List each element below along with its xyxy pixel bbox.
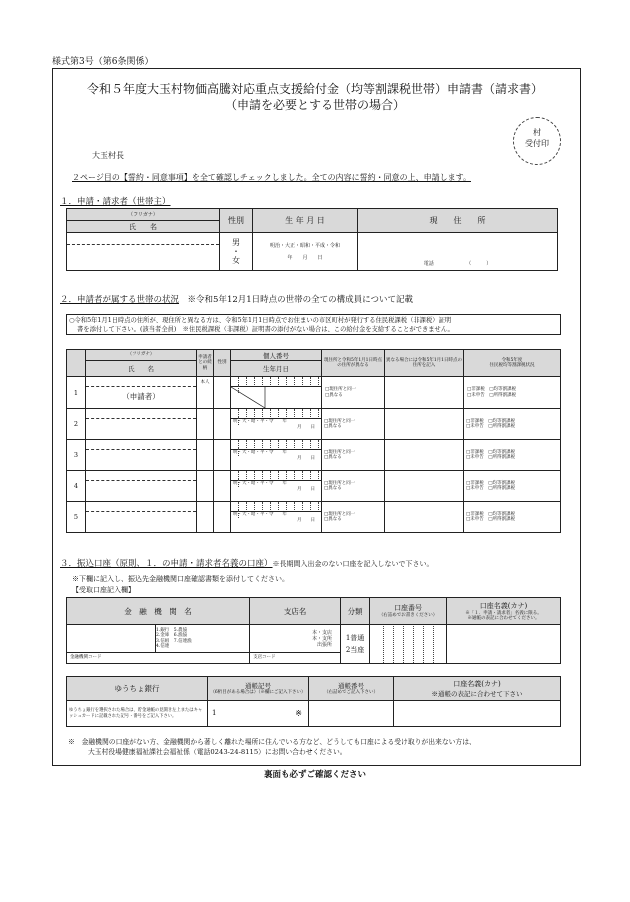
h-yucho-holder: 口座名義(カナ) ※通帳の表記に合わせて下さい: [394, 677, 561, 701]
old-address-field[interactable]: [385, 377, 464, 409]
section1-heading: １．申請・請求者（世帯主）: [60, 197, 171, 207]
dob-header: 生 年 月 日: [253, 209, 358, 233]
address-header: 現 住 所: [358, 209, 558, 233]
sex-field[interactable]: 男 ・ 女: [220, 233, 253, 271]
slash-mark: [231, 387, 321, 408]
member-mynumber-field[interactable]: 明・大・昭・平・令 年 月 日: [231, 471, 322, 502]
same-addr-options[interactable]: □現住所と同一 □異なる: [322, 440, 385, 471]
tax-options[interactable]: □非課税 □均等割課税 □未申告 □所得割課税: [464, 471, 561, 502]
tax-options[interactable]: □非課税 □均等割課税 □未申告 □所得割課税: [464, 440, 561, 471]
member-sex-field[interactable]: [214, 471, 231, 502]
h-name: 氏 名: [86, 361, 197, 377]
back-notice: 裏面も必ずご確認ください: [263, 770, 366, 780]
h-sex: 性別: [214, 350, 231, 377]
h-furigana: （フリガナ）: [86, 350, 197, 361]
h-kigou: 通帳記号 （6桁目がある場合は）（※欄にご記入下さい）: [208, 677, 309, 701]
yucho-note: ゆうちょ銀行を選択された場合は、貯金通帳の見開き左上またはキャッシュカードに記載された記号・番号をご記入下さい。: [67, 701, 208, 727]
h-holder: 口座名義(カナ) ※「１．申請・請求者」名義に限る。 ※通帳の表記に合わせてください。: [447, 598, 561, 625]
member-relation-field[interactable]: [197, 471, 214, 502]
section2-heading: ２．申請者が属する世帯の状況: [60, 295, 180, 305]
form-number: 様式第3号（第6条関係）: [52, 57, 154, 67]
agreement-text: ２ページ目の【誓約・同意事項】を全て確認しチェックしました。全ての内容に誓約・同意の上、申請します。: [72, 173, 471, 182]
h-bank: 金 融 機 関 名: [67, 598, 250, 625]
branch-code-field[interactable]: 支店コード: [250, 653, 341, 664]
h-diff-addr: 異なる場合には令和5年1月1日時点の住所を記入: [385, 350, 464, 377]
old-address-field[interactable]: [385, 471, 464, 502]
bank-name-field[interactable]: [67, 625, 156, 653]
member-name-field[interactable]: [86, 502, 197, 533]
old-address-field[interactable]: [385, 502, 464, 533]
account-entry-label: 【受取口座記入欄】: [72, 586, 135, 594]
same-addr-options[interactable]: □現住所と同一 □異なる: [322, 502, 385, 533]
address-field[interactable]: 電話 （ ）: [358, 233, 558, 271]
household-table: [66, 349, 561, 533]
member-sex-field[interactable]: [214, 409, 231, 440]
attach-note: ※下欄に記入し、振込先金融機関口座確認書類を添付してください。: [72, 575, 289, 583]
h-bangou: 通帳番号 （右詰めでご記入下さい）: [309, 677, 394, 701]
h-tax: 令和5年度 住民税均等割課税状況: [464, 350, 561, 377]
member-name-field[interactable]: [86, 409, 197, 440]
yucho-label: ゆうちょ銀行: [67, 677, 208, 701]
bank-table: [66, 597, 561, 664]
member-sex-field[interactable]: [214, 377, 231, 409]
member-sex-field[interactable]: [214, 440, 231, 471]
table-row: 1 （申請者） 本人 □現住所と同一 □異なる □非課税 □均等割課税 □未申告 □所得割課税: [67, 377, 561, 409]
applicant-name-field[interactable]: [67, 233, 220, 271]
member-mynumber-field[interactable]: 明・大・昭・平・令 年 月 日: [231, 440, 322, 471]
same-addr-options[interactable]: □現住所と同一 □異なる: [322, 377, 385, 409]
member-name-field[interactable]: [86, 440, 197, 471]
member-relation-field[interactable]: [197, 440, 214, 471]
member-relation-field[interactable]: [197, 409, 214, 440]
same-addr-options[interactable]: □現住所と同一 □異なる: [322, 471, 385, 502]
member-relation-field[interactable]: [197, 502, 214, 533]
h-dob: 生年月日: [231, 361, 322, 377]
section3-note: ※長期間入出金のない口座を記入しないで下さい。: [272, 560, 434, 568]
account-type-field[interactable]: 1普通 2当座: [341, 625, 370, 664]
table-row: 2 明・大・昭・平・令 年 月 日 □現住所と同一 □異なる □非課税 □均等割課税 □未申告 □所得割課税: [67, 409, 561, 440]
h-relation: 申請者との続柄: [197, 350, 214, 377]
sex-header: 性別: [220, 209, 253, 233]
footnote-line2: 大玉村役場健康福祉課社会福祉係（電話0243-24-8115）にお問い合わせください。: [88, 748, 347, 756]
bank-code-field[interactable]: 金融機関コード: [67, 653, 250, 664]
kigou-field[interactable]: 1 ※: [208, 701, 309, 727]
furigana-header: （フリガナ）: [67, 209, 220, 221]
h-account: 口座番号 （右詰めでお書きください）: [370, 598, 447, 625]
h-same-addr: 現住所と令和5年1月1日時点の住所が異なる: [322, 350, 385, 377]
same-addr-options[interactable]: □現住所と同一 □異なる: [322, 409, 385, 440]
table-row: 5 明・大・昭・平・令 年 月 日 □現住所と同一 □異なる □非課税 □均等割課税 □未申告 □所得割課税: [67, 502, 561, 533]
member-mynumber-field[interactable]: 明・大・昭・平・令 年 月 日: [231, 409, 322, 440]
h-branch: 支店名: [250, 598, 341, 625]
form-title: 令和５年度大玉村物価高騰対応重点支援給付金（均等割課税世帯）申請書（請求書）: [86, 82, 543, 96]
member-name-field[interactable]: （申請者）: [86, 377, 197, 409]
account-holder-field[interactable]: [447, 625, 561, 664]
old-address-field[interactable]: [385, 409, 464, 440]
table-row: 4 明・大・昭・平・令 年 月 日 □現住所と同一 □異なる □非課税 □均等割課税 □未申告 □所得割課税: [67, 471, 561, 502]
section2-note: ※令和5年12月1日時点の世帯の全ての構成員について記載: [187, 295, 413, 305]
member-mynumber-field[interactable]: [231, 377, 322, 409]
bank-types: 1.銀行 5.農協 2.金庫 6.漁協 3.信組 7.信連漁 4.信連: [156, 625, 250, 653]
dob-field[interactable]: 明治・大正・昭和・平成・令和 年 月 日: [253, 233, 358, 271]
tax-options[interactable]: □非課税 □均等割課税 □未申告 □所得割課税: [464, 377, 561, 409]
bangou-field[interactable]: [309, 701, 394, 727]
member-mynumber-field[interactable]: 明・大・昭・平・令 年 月 日: [231, 502, 322, 533]
branch-types[interactable]: 本・支店 本・支所 出張所: [250, 625, 341, 653]
notice-box: ○令和5年1月1日時点の住所が、現住所と異なる方は、令和5年1月1日時点でお住まいの市区町村が発行する住民税課税（非課税）証明 書を添付して下さい。(該当者全員) ※住民税課税（非課税）証明書の添付がない場合は、この給付金を支給することができません。: [66, 314, 561, 335]
name-header: 氏 名: [67, 221, 220, 233]
table-row: 3 明・大・昭・平・令 年 月 日 □現住所と同一 □異なる □非課税 □均等割課税 □未申告 □所得割課税: [67, 440, 561, 471]
form-subtitle: （申請を必要とする世帯の場合）: [224, 98, 405, 112]
member-sex-field[interactable]: [214, 502, 231, 533]
member-name-field[interactable]: [86, 471, 197, 502]
reception-stamp: 村 受付印: [513, 117, 561, 165]
account-number-field[interactable]: [370, 625, 447, 664]
tax-options[interactable]: □非課税 □均等割課税 □未申告 □所得割課税: [464, 409, 561, 440]
yucho-holder-field[interactable]: [394, 701, 561, 727]
old-address-field[interactable]: [385, 440, 464, 471]
h-mynumber: 個人番号: [231, 350, 322, 361]
tax-options[interactable]: □非課税 □均等割課税 □未申告 □所得割課税: [464, 502, 561, 533]
footnote-line1: ※ 金融機関の口座がない方、金融機関から著しく離れた場所に住んでいる方など、どうしても口座による受け取りが出来ない方は、: [68, 738, 476, 746]
yucho-table: [66, 676, 561, 727]
star-mark: ※: [295, 709, 302, 718]
applicant-table: [66, 208, 558, 271]
section3-heading: ３．振込口座（原則、１．の申請・請求者名義の口座）: [60, 559, 273, 569]
addressee: 大玉村長: [92, 151, 124, 160]
h-type: 分類: [341, 598, 370, 625]
